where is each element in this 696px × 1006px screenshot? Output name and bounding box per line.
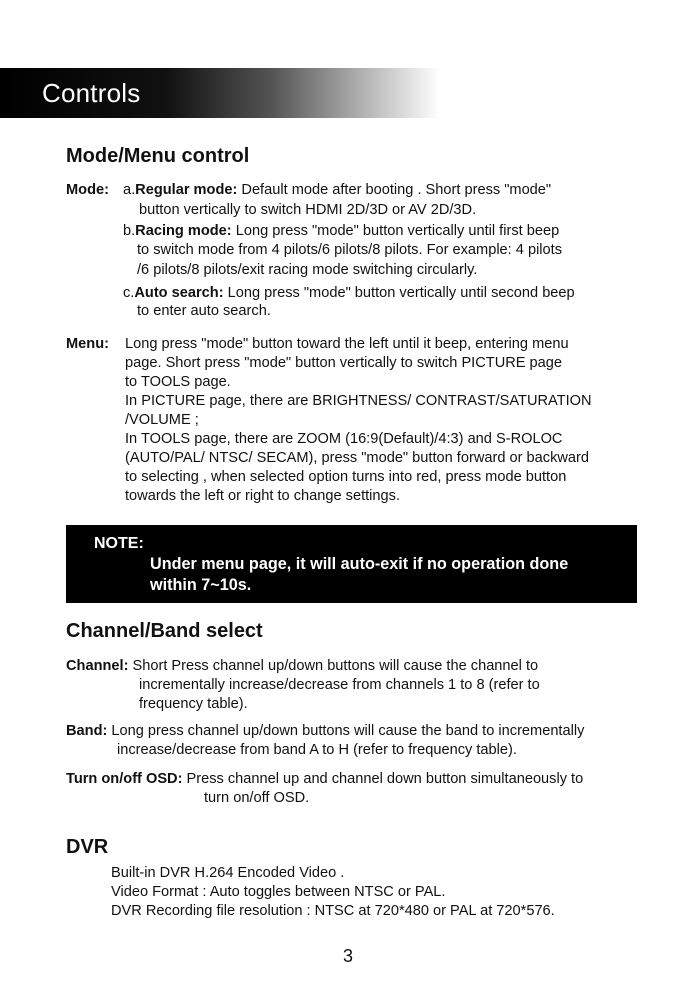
- regular-mode-text: Default mode after booting . Short press "mode": [237, 182, 552, 198]
- menu-line-4: In PICTURE page, there are BRIGHTNESS/ CONTRAST/SATURATION: [125, 393, 592, 409]
- auto-search-text: Long press "mode" button vertically until second beep: [223, 285, 575, 301]
- menu-line-1: Long press "mode" button toward the left until it beep, entering menu: [125, 336, 569, 352]
- auto-search-line: [123, 284, 575, 304]
- band-line: [66, 722, 584, 742]
- note-text: [150, 554, 568, 596]
- band-text-2: increase/decrease from band A to H (refer to frequency table).: [117, 742, 517, 758]
- note-label: NOTE:: [94, 535, 144, 552]
- band-text: Long press channel up/down buttons will cause the band to incrementally: [107, 723, 585, 739]
- section-title-mode-menu: Mode/Menu control: [66, 145, 250, 167]
- menu-line-6: In TOOLS page, there are ZOOM (16:9(Default)/4:3) and S-ROLOC: [125, 431, 563, 447]
- note-line-2: within 7~10s.: [150, 576, 252, 594]
- mode-paragraph: [66, 181, 109, 201]
- osd-line: [66, 770, 583, 790]
- dvr-line-3: DVR Recording file resolution : NTSC at 720*480 or PAL at 720*576.: [111, 903, 555, 919]
- note-box: [66, 525, 637, 603]
- menu-line-2: page. Short press "mode" button vertically to switch PICTURE page: [125, 355, 563, 371]
- racing-mode-text-3: /6 pilots/8 pilots/exit racing mode switching circularly.: [137, 262, 478, 278]
- note-line-1: Under menu page, it will auto-exit if no operation done: [150, 555, 569, 573]
- channel-label: Channel:: [66, 658, 129, 674]
- racing-mode-text-2: to switch mode from 4 pilots/6 pilots/8 pilots. For example: 4 pilots: [137, 242, 563, 258]
- osd-text-2: turn on/off OSD.: [204, 790, 310, 806]
- page-number: 3: [342, 946, 353, 966]
- menu-line-5: /VOLUME ;: [125, 412, 199, 428]
- page-header-title: Controls: [42, 78, 141, 108]
- dvr-line-1: Built-in DVR H.264 Encoded Video .: [111, 865, 345, 881]
- auto-prefix: c.: [123, 285, 135, 301]
- menu-line-8: to selecting , when selected option turns into red, press mode button: [125, 469, 567, 485]
- menu-line-9: towards the left or right to change settings.: [125, 488, 401, 504]
- band-label: Band:: [66, 723, 108, 739]
- racing-prefix: b.: [123, 223, 136, 239]
- channel-text-3: frequency table).: [139, 696, 248, 712]
- regular-mode-label: Regular mode:: [135, 182, 238, 198]
- regular-prefix: a.: [123, 182, 136, 198]
- regular-mode-line: [123, 181, 551, 201]
- auto-search-label: Auto search:: [134, 285, 224, 301]
- section-title-channel-band: Channel/Band select: [66, 620, 263, 642]
- menu-line-7: (AUTO/PAL/ NTSC/ SECAM), press "mode" button forward or backward: [125, 450, 589, 466]
- channel-text: Short Press channel up/down buttons will cause the channel to: [128, 658, 539, 674]
- racing-mode-line: [123, 222, 559, 242]
- dvr-line-2: Video Format : Auto toggles between NTSC or PAL.: [111, 884, 446, 900]
- regular-mode-text-2: button vertically to switch HDMI 2D/3D or AV 2D/3D.: [139, 202, 477, 218]
- racing-mode-text: Long press "mode" button vertically until first beep: [231, 223, 560, 239]
- section-title-dvr: DVR: [66, 836, 109, 858]
- channel-text-2: incrementally increase/decrease from channels 1 to 8 (refer to: [139, 677, 540, 693]
- mode-label: Mode:: [66, 182, 109, 198]
- auto-search-text-2: to enter auto search.: [137, 303, 271, 319]
- osd-text: Press channel up and channel down button simultaneously to: [182, 771, 584, 787]
- menu-line-3: to TOOLS page.: [125, 374, 231, 390]
- channel-line: [66, 657, 538, 677]
- racing-mode-label: Racing mode:: [135, 223, 232, 239]
- menu-label: Menu:: [66, 336, 109, 352]
- osd-label: Turn on/off OSD:: [66, 771, 183, 787]
